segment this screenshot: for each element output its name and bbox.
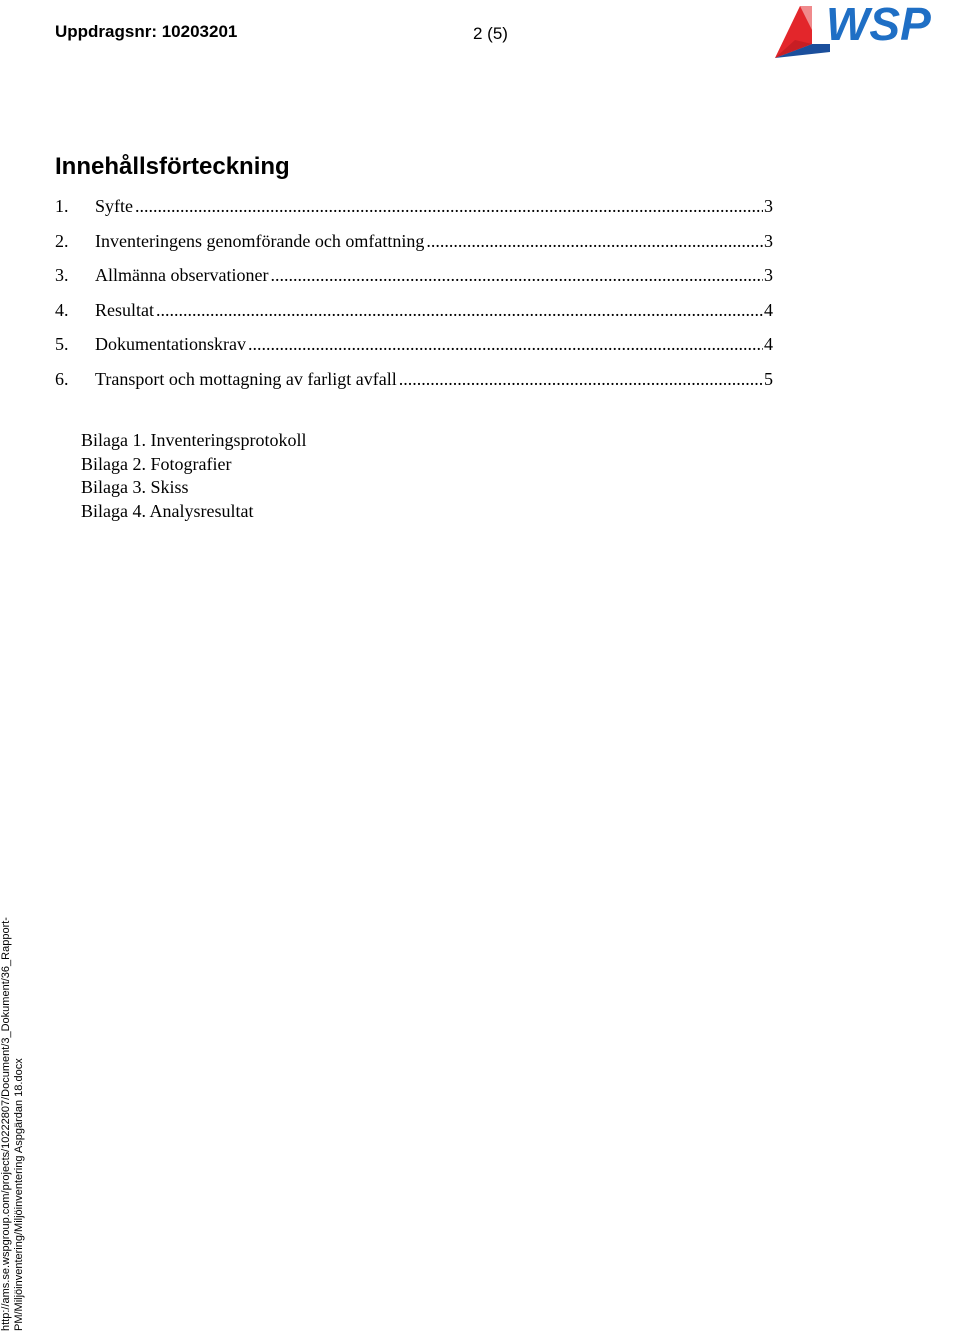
toc-dot-leader bbox=[135, 196, 763, 217]
appendix-item-3: Bilaga 3. Skiss bbox=[81, 477, 189, 497]
wsp-logo-mark bbox=[770, 0, 960, 60]
toc-entry-page: 3 bbox=[764, 230, 773, 251]
appendix-item-4: Bilaga 4. Analysresultat bbox=[81, 500, 254, 521]
toc-entry-title: Resultat bbox=[95, 299, 154, 320]
toc-heading: Innehållsförteckning bbox=[55, 153, 290, 180]
toc-entry-5[interactable] bbox=[55, 334, 773, 369]
appendix-list bbox=[81, 429, 306, 523]
toc-entry-number: 3. bbox=[55, 265, 69, 286]
file-path-line-1: http://ams.se.wspgroup.com/projects/10222807/Document/3_Dokument/36_Rapport- bbox=[0, 917, 12, 1331]
toc-dot-leader bbox=[399, 369, 763, 390]
toc-list bbox=[55, 196, 773, 404]
toc-entry-page: 4 bbox=[764, 299, 773, 320]
toc-dot-leader bbox=[156, 300, 763, 321]
toc-entry-page: 3 bbox=[764, 196, 773, 216]
toc-dot-leader bbox=[248, 334, 763, 355]
appendix-item-1: Bilaga 1. Inventeringsprotokoll bbox=[81, 430, 307, 450]
toc-entry-page: 3 bbox=[764, 265, 773, 286]
toc-entry-title: Dokumentationskrav bbox=[95, 334, 246, 355]
file-path-line-2: PM/Miljöinventering/Miljöinventering Aspgärdan 18.docx bbox=[13, 1058, 25, 1331]
toc-entry-number: 2. bbox=[55, 230, 69, 251]
toc-dot-leader bbox=[426, 231, 763, 252]
toc-dot-leader bbox=[270, 265, 763, 286]
page-indicator: 2 (5) bbox=[473, 24, 508, 43]
toc-entry-page: 5 bbox=[764, 368, 773, 389]
toc-entry-6[interactable] bbox=[55, 369, 773, 404]
toc-entry-title: Transport och mottagning av farligt avfall bbox=[95, 368, 397, 389]
wsp-logo bbox=[770, 0, 960, 60]
toc-entry-title: Allmänna observationer bbox=[95, 265, 269, 286]
appendix-item-2: Bilaga 2. Fotografier bbox=[81, 453, 232, 474]
toc-entry-4[interactable] bbox=[55, 300, 773, 335]
file-path-footer bbox=[0, 901, 26, 1331]
assignment-number: Uppdragsnr: 10203201 bbox=[55, 22, 238, 41]
toc-entry-2[interactable] bbox=[55, 231, 773, 266]
toc-entry-title: Syfte bbox=[95, 196, 133, 216]
toc-entry-number: 6. bbox=[55, 368, 69, 389]
toc-entry-page: 4 bbox=[764, 334, 773, 355]
toc-entry-number: 5. bbox=[55, 334, 69, 355]
toc-entry-3[interactable] bbox=[55, 265, 773, 300]
toc-entry-number: 1. bbox=[55, 196, 69, 216]
toc-entry-1[interactable] bbox=[55, 196, 773, 231]
toc-entry-title: Inventeringens genomförande och omfattning bbox=[95, 230, 425, 251]
toc-entry-number: 4. bbox=[55, 299, 69, 320]
logo-text: WSP bbox=[826, 0, 931, 50]
